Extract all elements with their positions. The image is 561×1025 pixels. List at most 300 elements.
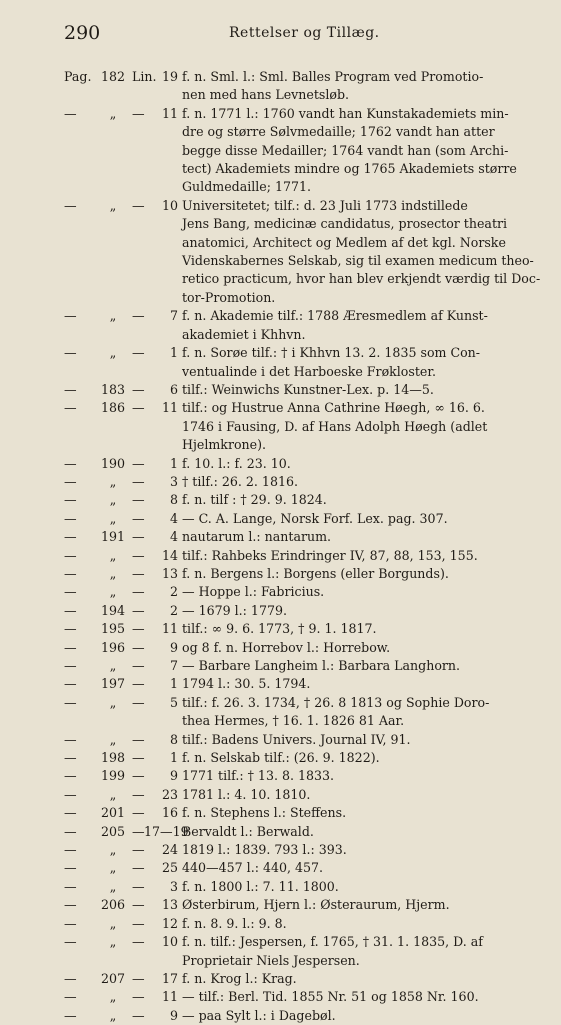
entry-text-line: 1819 l.: 1839. 793 l.: 393. [182, 842, 347, 858]
entry-text-line: 1794 l.: 30. 5. 1794. [182, 676, 311, 692]
ref-lin: — [132, 915, 145, 931]
entry-text-line: tilf.: Badens Univers. Journal IV, 91. [182, 731, 411, 747]
entry-text-line: 1771 tilf.: † 13. 8. 1833. [182, 768, 335, 784]
ref-pag: — [64, 400, 77, 416]
entry-reference [64, 620, 182, 638]
entry-reference [64, 896, 182, 914]
entry-reference [64, 657, 182, 675]
entry-text [182, 970, 524, 988]
ref-pag: — [64, 860, 77, 876]
correction-entry [64, 970, 524, 988]
entry-reference [64, 749, 182, 767]
ref-lin: — [132, 970, 145, 986]
correction-entry [64, 767, 524, 785]
correction-entry [64, 896, 524, 914]
correction-entry [64, 915, 524, 933]
entry-text-line: og 8 f. n. Horrebov l.: Horrebow. [182, 639, 391, 655]
ref-lin: — [132, 1007, 145, 1023]
ref-page-number: „ [109, 473, 117, 489]
ref-pag: — [64, 492, 77, 508]
entry-text-line: Østerbirum, Hjern l.: Østeraurum, Hjerm. [182, 897, 450, 913]
ref-line-number: 12 [161, 915, 178, 931]
ref-pag: — [64, 970, 77, 986]
entry-text-line: akademiet i Khhvn. [182, 326, 306, 342]
ref-pag: — [64, 878, 77, 894]
entry-reference [64, 105, 182, 123]
entry-reference [64, 1007, 182, 1025]
ref-line-number: 17—19 [144, 823, 189, 839]
entry-text [182, 105, 524, 197]
entry-text-line: tilf.: Rahbeks Erindringer IV, 87, 88, 153, 155. [182, 547, 478, 563]
entry-text-line: Universitetet; tilf.: d. 23 Juli 1773 indstillede [182, 197, 468, 213]
entry-reference [64, 933, 182, 951]
entry-reference [64, 841, 182, 859]
entry-text [182, 841, 524, 859]
entry-text-line: † tilf.: 26. 2. 1816. [182, 473, 298, 489]
correction-entry [64, 823, 524, 841]
entry-text-line: tor-Promotion. [182, 289, 276, 305]
entry-text-line: Bervaldt l.: Berwald. [182, 823, 314, 839]
ref-line-number: 9 [169, 1007, 178, 1023]
ref-pag: — [64, 823, 77, 839]
ref-pag: — [64, 658, 77, 673]
ref-line-number: 23 [161, 786, 178, 802]
ref-line-number: 3 [169, 878, 178, 894]
ref-line-number: 4 [169, 510, 178, 526]
ref-pag: — [64, 989, 77, 1005]
ref-line-number: 6 [169, 381, 178, 397]
ref-pag: — [64, 731, 77, 747]
ref-lin: — [132, 492, 145, 508]
ref-pag: — [64, 639, 77, 655]
entry-text [182, 767, 524, 785]
ref-line-number: 10 [161, 934, 178, 950]
ref-page-number: 196 [100, 639, 126, 655]
ref-lin: — [132, 750, 145, 766]
ref-line-number: 11 [161, 621, 178, 637]
entry-text [182, 528, 524, 546]
entry-text-line: 1746 i Fausing, D. af Hans Adolph Høegh (adlet [182, 418, 488, 434]
ref-pag: — [64, 105, 77, 121]
correction-entry [64, 694, 524, 731]
ref-line-number: 1 [169, 345, 178, 361]
ref-page-number: 195 [100, 621, 126, 637]
entry-text-line: Jens Bang, medicinæ candidatus, prosector theatri [182, 216, 508, 232]
entry-text-line: — tilf.: Berl. Tid. 1855 Nr. 51 og 1858 Nr. 160. [182, 989, 479, 1005]
ref-pag: — [64, 897, 77, 913]
entry-text-line: dre og større Sølvmedaille; 1762 vandt han atter [182, 124, 495, 140]
entry-reference [64, 344, 182, 362]
entry-text [182, 933, 524, 970]
ref-page-number: „ [109, 934, 117, 950]
ref-page-number: „ [109, 492, 117, 508]
ref-lin: — [132, 602, 145, 618]
correction-entry [64, 988, 524, 1006]
entry-reference [64, 823, 189, 841]
correction-entry [64, 878, 524, 896]
ref-line-number: 24 [161, 842, 178, 858]
ref-lin: — [132, 584, 145, 600]
ref-lin: — [132, 473, 145, 489]
ref-lin: — [132, 565, 145, 581]
correction-entry [64, 399, 524, 454]
ref-line-number: 9 [169, 768, 178, 784]
ref-page-number: 183 [100, 381, 126, 397]
entry-text-line: f. 10. l.: f. 23. 10. [182, 455, 291, 471]
entry-text-line: 440—457 l.: 440, 457. [182, 860, 324, 876]
correction-entry [64, 675, 524, 693]
entry-text-line: — paa Sylt l.: i Dagebøl. [182, 1007, 336, 1023]
correction-entry [64, 602, 524, 620]
ref-line-number: 7 [169, 658, 178, 673]
entry-text [182, 197, 541, 307]
entry-reference [64, 767, 182, 785]
ref-line-number: 7 [169, 308, 178, 324]
ref-lin: — [132, 308, 145, 324]
entry-text [182, 620, 524, 638]
page-header [64, 22, 514, 46]
ref-lin: — [132, 768, 145, 784]
ref-pag: — [64, 602, 77, 618]
ref-page-number: 205 [100, 823, 126, 839]
ref-page-number: „ [109, 565, 117, 581]
ref-lin: — [132, 345, 145, 361]
ref-line-number: 8 [169, 731, 178, 747]
correction-entry [64, 491, 524, 509]
entry-text-line: f. n. Stephens l.: Steffens. [182, 805, 347, 821]
ref-lin: — [132, 455, 145, 471]
entry-text-line: f. n. tilf.: Jespersen, f. 1765, † 31. 1. 1835, D. af [182, 934, 483, 950]
ref-line-number: 1 [169, 750, 178, 766]
entry-text [182, 473, 524, 491]
entry-text [182, 307, 524, 344]
entry-reference [64, 307, 182, 325]
entry-reference [64, 68, 182, 86]
entry-text-line: — 1679 l.: 1779. [182, 602, 287, 618]
correction-entry [64, 307, 524, 344]
ref-lin: — [132, 731, 145, 747]
entry-text-line: nen med hans Levnetsløb. [182, 87, 350, 103]
ref-line-number: 4 [169, 529, 178, 545]
entry-text-line: tilf.: f. 26. 3. 1734, † 26. 8 1813 og Sophie Doro- [182, 694, 490, 710]
entry-text-line: f. n. Bergens l.: Borgens (eller Borgunds). [182, 565, 449, 581]
correction-entry [64, 547, 524, 565]
ref-pag: — [64, 768, 77, 784]
correction-entry [64, 473, 524, 491]
entry-text-line: anatomici, Architect og Medlem af det kgl. Norske [182, 234, 506, 250]
correction-entry [64, 620, 524, 638]
entry-text-line: Hjelmkrone). [182, 437, 267, 453]
ref-pag: — [64, 565, 77, 581]
ref-line-number: 2 [169, 602, 178, 618]
entry-text [182, 583, 524, 601]
entry-text [182, 1007, 524, 1025]
entry-reference [64, 694, 182, 712]
ref-pag: — [64, 197, 77, 213]
ref-page-number: „ [109, 105, 117, 121]
ref-pag: — [64, 584, 77, 600]
entry-reference [64, 915, 182, 933]
entry-text [182, 455, 524, 473]
entry-text [182, 639, 524, 657]
entry-text [182, 915, 524, 933]
entry-text [182, 859, 524, 877]
entry-text [182, 344, 524, 381]
ref-lin: — [132, 105, 145, 121]
ref-page-number: „ [109, 786, 117, 802]
ref-pag: — [64, 915, 77, 931]
entry-text-line: f. n. Sorøe tilf.: † i Khhvn 13. 2. 1835 som Con- [182, 345, 481, 361]
entry-text [182, 988, 524, 1006]
ref-lin: — [132, 934, 145, 950]
ref-pag: — [64, 455, 77, 471]
ref-page-number: 199 [100, 768, 126, 784]
correction-entry [64, 731, 524, 749]
correction-entry [64, 344, 524, 381]
entry-reference [64, 197, 182, 215]
entry-text-line: Proprietair Niels Jespersen. [182, 952, 360, 968]
ref-page-number: „ [109, 308, 117, 324]
ref-line-number: 13 [161, 565, 178, 581]
ref-line-number: 9 [169, 639, 178, 655]
ref-page-number: 182 [100, 69, 126, 84]
ref-line-number: 19 [161, 69, 178, 84]
correction-entry [64, 197, 541, 307]
ref-lin: — [132, 400, 145, 416]
ref-pag: — [64, 694, 77, 710]
entry-text [182, 510, 524, 528]
entry-reference [64, 547, 182, 565]
correction-entry [64, 528, 524, 546]
ref-lin: — [132, 197, 145, 213]
entry-text-line: f. n. 1800 l.: 7. 11. 1800. [182, 878, 339, 894]
entry-text-line: retico practicum, hvor han blev erkjendt værdig til Doc- [182, 271, 541, 287]
ref-page-number: „ [109, 694, 117, 710]
ref-line-number: 1 [169, 676, 178, 692]
page-number: 290 [64, 22, 101, 44]
entry-text [182, 491, 524, 509]
ref-page-number: „ [109, 345, 117, 361]
ref-pag: — [64, 805, 77, 821]
ref-lin: — [132, 842, 145, 858]
entry-reference [64, 786, 182, 804]
entry-text-line: f. n. 8. 9. l.: 9. 8. [182, 915, 287, 931]
entry-reference [64, 528, 182, 546]
ref-lin: — [132, 658, 145, 673]
entry-text [182, 68, 524, 105]
entry-text [182, 381, 524, 399]
entry-text-line: f. n. Akademie tilf.: 1788 Æresmedlem af Kunst- [182, 308, 488, 324]
ref-page-number: „ [109, 915, 117, 931]
entry-text [182, 694, 524, 731]
entry-reference [64, 381, 182, 399]
entry-text [182, 731, 524, 749]
ref-page-number: „ [109, 989, 117, 1005]
ref-pag: — [64, 621, 77, 637]
ref-page-number: 198 [100, 750, 126, 766]
correction-entry [64, 841, 524, 859]
ref-page-number: 186 [100, 400, 126, 416]
correction-entry [64, 565, 524, 583]
ref-line-number: 11 [161, 400, 178, 416]
entry-reference [64, 565, 182, 583]
ref-line-number: 2 [169, 584, 178, 600]
ref-lin: — [132, 529, 145, 545]
entry-text-line: ventualinde i det Harboeske Frøkloster. [182, 363, 437, 379]
ref-lin: — [132, 989, 145, 1005]
entry-reference [64, 859, 182, 877]
entry-reference [64, 583, 182, 601]
entry-text-line: — C. A. Lange, Norsk Forf. Lex. pag. 307. [182, 510, 448, 526]
correction-entry [64, 1007, 524, 1025]
ref-page-number: „ [109, 878, 117, 894]
corrections-list [64, 68, 541, 1025]
entry-text [182, 823, 524, 841]
ref-page-number: „ [109, 731, 117, 747]
entry-reference [64, 970, 182, 988]
ref-page-number: 201 [100, 805, 126, 821]
ref-line-number: 17 [161, 970, 178, 986]
ref-lin: — [132, 381, 145, 397]
ref-lin: — [132, 694, 145, 710]
ref-lin: — [132, 786, 145, 802]
running-head: Rettelser og Tillæg. [229, 25, 380, 41]
correction-entry [64, 786, 524, 804]
ref-page-number: „ [109, 842, 117, 858]
ref-pag: — [64, 473, 77, 489]
ref-pag: — [64, 510, 77, 526]
entry-reference [64, 473, 182, 491]
entry-reference [64, 878, 182, 896]
correction-entry [64, 455, 524, 473]
correction-entry [64, 583, 524, 601]
entry-text [182, 602, 524, 620]
correction-entry [64, 749, 524, 767]
ref-pag: — [64, 547, 77, 563]
ref-pag: — [64, 842, 77, 858]
entry-reference [64, 455, 182, 473]
correction-entry [64, 381, 524, 399]
entry-text-line: tect) Akademiets mindre og 1765 Akademiets større [182, 161, 517, 177]
ref-pag: — [64, 786, 77, 802]
ref-line-number: 11 [161, 989, 178, 1005]
ref-lin: — [132, 897, 145, 913]
entry-reference [64, 639, 182, 657]
correction-entry [64, 804, 524, 822]
ref-pag: — [64, 750, 77, 766]
entry-text-line: 1781 l.: 4. 10. 1810. [182, 786, 311, 802]
entry-text-line: f. n. tilf : † 29. 9. 1824. [182, 492, 327, 508]
entry-text [182, 565, 524, 583]
entry-text-line: begge disse Medailler; 1764 vandt han (som Archi- [182, 142, 509, 158]
ref-line-number: 1 [169, 455, 178, 471]
ref-line-number: 11 [161, 105, 178, 121]
entry-text-line: — Hoppe l.: Fabricius. [182, 584, 325, 600]
entry-reference [64, 399, 182, 417]
entry-text [182, 749, 524, 767]
entry-text-line: f. n. 1771 l.: 1760 vandt han Kunstakademiets min- [182, 105, 509, 121]
entry-text [182, 547, 524, 565]
entry-text [182, 878, 524, 896]
ref-line-number: 10 [161, 197, 178, 213]
entry-text-line: f. n. Selskab tilf.: (26. 9. 1822). [182, 750, 380, 766]
ref-lin: — [132, 547, 145, 563]
ref-pag: — [64, 676, 77, 692]
entry-text [182, 786, 524, 804]
correction-entry [64, 510, 524, 528]
ref-lin: — [132, 676, 145, 692]
ref-pag: — [64, 381, 77, 397]
entry-reference [64, 675, 182, 693]
correction-entry [64, 933, 524, 970]
ref-page-number: 191 [100, 529, 126, 545]
entry-text-line: tilf.: Weinwichs Kunstner-Lex. p. 14—5. [182, 381, 434, 397]
entry-text-line: tilf.: og Hustrue Anna Cathrine Høegh, ∞ 16. 6. [182, 400, 485, 416]
entry-text [182, 675, 524, 693]
entry-text-line: f. n. Sml. l.: Sml. Balles Program ved Promotio- [182, 69, 484, 84]
ref-page-number: 190 [100, 455, 126, 471]
ref-page-number: „ [109, 1007, 117, 1023]
ref-lin: Lin. [132, 69, 157, 84]
ref-line-number: 13 [161, 897, 178, 913]
correction-entry [64, 68, 524, 105]
entry-text-line: tilf.: ∞ 9. 6. 1773, † 9. 1. 1817. [182, 621, 377, 637]
entry-text-line: f. n. Krog l.: Krag. [182, 970, 297, 986]
ref-line-number: 5 [169, 694, 178, 710]
ref-pag: — [64, 529, 77, 545]
entry-text-line: Videnskabernes Selskab, sig til examen medicum theo- [182, 253, 534, 269]
ref-page-number: 207 [100, 970, 126, 986]
ref-pag: — [64, 1007, 77, 1023]
entry-text-line: thea Hermes, † 16. 1. 1826 81 Aar. [182, 713, 405, 729]
ref-page-number: „ [109, 510, 117, 526]
entry-text [182, 896, 524, 914]
ref-page-number: „ [109, 658, 117, 673]
entry-text [182, 399, 524, 454]
ref-page-number: 194 [100, 602, 126, 618]
ref-page-number: „ [109, 584, 117, 600]
entry-reference [64, 510, 182, 528]
entry-reference [64, 731, 182, 749]
ref-page-number: 197 [100, 676, 126, 692]
ref-line-number: 8 [169, 492, 178, 508]
correction-entry [64, 639, 524, 657]
ref-line-number: 14 [161, 547, 178, 563]
correction-entry [64, 859, 524, 877]
correction-entry [64, 657, 524, 675]
ref-pag: — [64, 345, 77, 361]
ref-pag: — [64, 934, 77, 950]
entry-text-line: Guldmedaille; 1771. [182, 179, 312, 195]
ref-pag: — [64, 308, 77, 324]
ref-lin: — [132, 805, 145, 821]
ref-line-number: 3 [169, 473, 178, 489]
ref-page-number: 206 [100, 897, 126, 913]
entry-reference [64, 804, 182, 822]
entry-text-line: nautarum l.: nantarum. [182, 529, 332, 545]
ref-line-number: 25 [161, 860, 178, 876]
entry-reference [64, 491, 182, 509]
correction-entry [64, 105, 524, 197]
ref-line-number: 16 [161, 805, 178, 821]
ref-lin: — [132, 878, 145, 894]
ref-lin: — [132, 860, 145, 876]
entry-reference [64, 602, 182, 620]
ref-page-number: „ [109, 547, 117, 563]
ref-lin: — [132, 639, 145, 655]
entry-reference [64, 988, 182, 1006]
entry-text-line: — Barbare Langheim l.: Barbara Langhorn. [182, 658, 461, 673]
